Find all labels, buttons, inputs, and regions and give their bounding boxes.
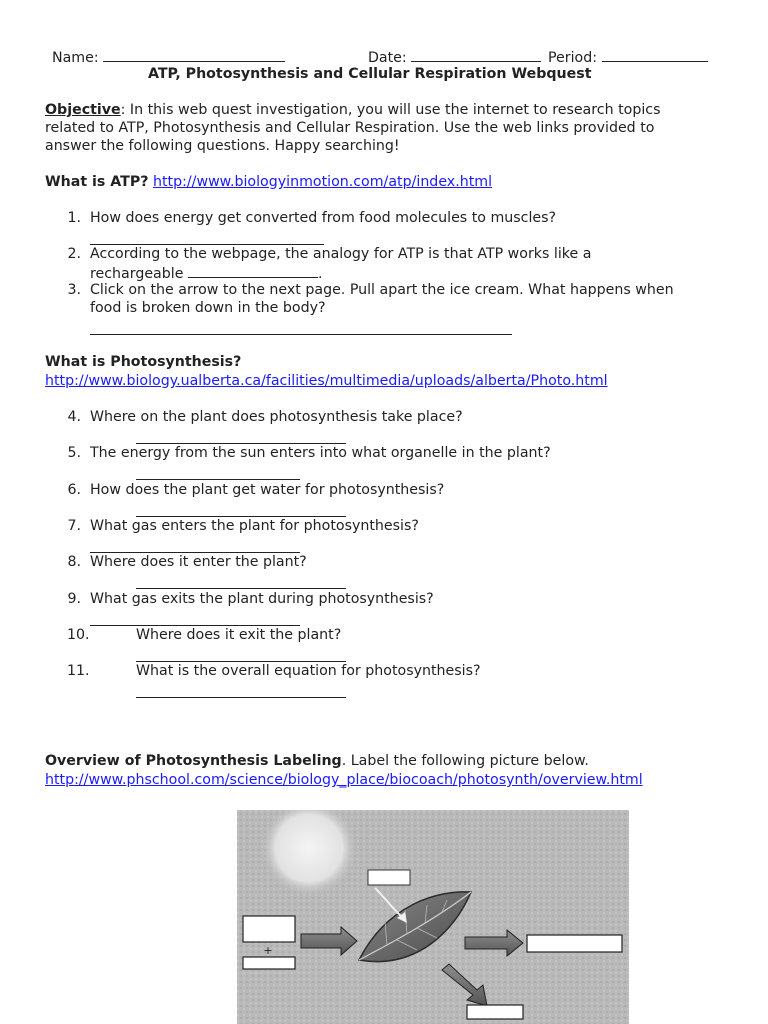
- overview-link[interactable]: http://www.phschool.com/science/biology_place/biocoach/photosynth/overview.html: [45, 772, 643, 788]
- question-number: 9.: [67, 591, 81, 607]
- photosynthesis-link[interactable]: http://www.biology.ualberta.ca/facilities/multimedia/uploads/alberta/Photo.html: [45, 373, 608, 389]
- name-field-row: [52, 47, 285, 67]
- answer-line-11[interactable]: [136, 697, 346, 698]
- objective-line-1: [45, 101, 660, 119]
- question-9-text: What gas exits the plant during photosynthesis?: [90, 591, 434, 607]
- question-number: 5.: [67, 445, 81, 461]
- name-blank[interactable]: [103, 47, 285, 62]
- question-8-text: Where does it enter the plant?: [90, 554, 307, 570]
- question-5-text: The energy from the sun enters into what organelle in the plant?: [90, 445, 551, 461]
- question-number: 4.: [67, 409, 81, 425]
- overview-heading-row: [45, 752, 589, 770]
- question-number: 2.: [67, 246, 81, 262]
- overview-heading: Overview of Photosynthesis Labeling: [45, 753, 342, 769]
- atp-link[interactable]: http://www.biologyinmotion.com/atp/index.html: [153, 174, 493, 190]
- answer-blank-2[interactable]: [188, 263, 318, 278]
- period-field-row: [548, 47, 708, 67]
- question-2-text: According to the webpage, the analogy for ATP is that ATP works like a: [90, 246, 592, 262]
- label-box-output-right[interactable]: [527, 935, 622, 952]
- label-box-input-bottom[interactable]: [243, 957, 295, 969]
- question-number: 6.: [67, 482, 81, 498]
- label-box-light[interactable]: [368, 870, 410, 885]
- date-label: Date:: [368, 50, 407, 66]
- question-number: 1.: [67, 210, 81, 226]
- question-10-text: Where does it exit the plant?: [136, 627, 342, 643]
- question-number: 3.: [67, 282, 81, 298]
- question-number: 7.: [67, 518, 81, 534]
- question-3-text: Click on the arrow to the next page. Pull apart the ice cream. What happens when: [90, 282, 674, 298]
- question-4-text: Where on the plant does photosynthesis take place?: [90, 409, 463, 425]
- objective-text-1: : In this web quest investigation, you will use the internet to research topics: [120, 102, 661, 118]
- question-7-text: What gas enters the plant for photosynthesis?: [90, 518, 419, 534]
- period-blank[interactable]: [602, 47, 708, 62]
- atp-heading: What is ATP?: [45, 174, 149, 190]
- question-number: 8.: [67, 554, 81, 570]
- question-number: 11.: [67, 663, 90, 679]
- date-field-row: [368, 47, 541, 67]
- plus-sign: +: [263, 944, 273, 957]
- question-6-text: How does the plant get water for photosynthesis?: [90, 482, 445, 498]
- question-2-text-cont: rechargeable .: [90, 263, 322, 283]
- atp-heading-row: [45, 173, 492, 191]
- period-label: Period:: [548, 50, 598, 66]
- name-label: Name:: [52, 50, 99, 66]
- answer-line-5[interactable]: [136, 479, 300, 480]
- objective-text-2: related to ATP, Photosynthesis and Cellular Respiration. Use the web links provided to: [45, 120, 655, 136]
- question-11-text: What is the overall equation for photosynthesis?: [136, 663, 481, 679]
- answer-line-3[interactable]: [90, 334, 512, 335]
- objective-label: Objective: [45, 102, 121, 118]
- answer-line-8[interactable]: [136, 588, 346, 589]
- label-box-input-top[interactable]: [243, 916, 295, 942]
- overview-text: . Label the following picture below.: [341, 753, 589, 769]
- objective-text-3: answer the following questions. Happy searching!: [45, 138, 400, 154]
- question-number: 10.: [67, 627, 90, 643]
- question-2-text-2: rechargeable: [90, 266, 184, 282]
- question-1-text: How does energy get converted from food molecules to muscles?: [90, 210, 557, 226]
- label-box-output-bottom[interactable]: [467, 1005, 523, 1019]
- photosynthesis-diagram: [237, 810, 629, 1024]
- date-blank[interactable]: [411, 47, 541, 62]
- page-title: ATP, Photosynthesis and Cellular Respiration Webquest: [148, 66, 592, 82]
- photosynthesis-heading: What is Photosynthesis?: [45, 354, 242, 370]
- question-3-text-2: food is broken down in the body?: [90, 300, 326, 316]
